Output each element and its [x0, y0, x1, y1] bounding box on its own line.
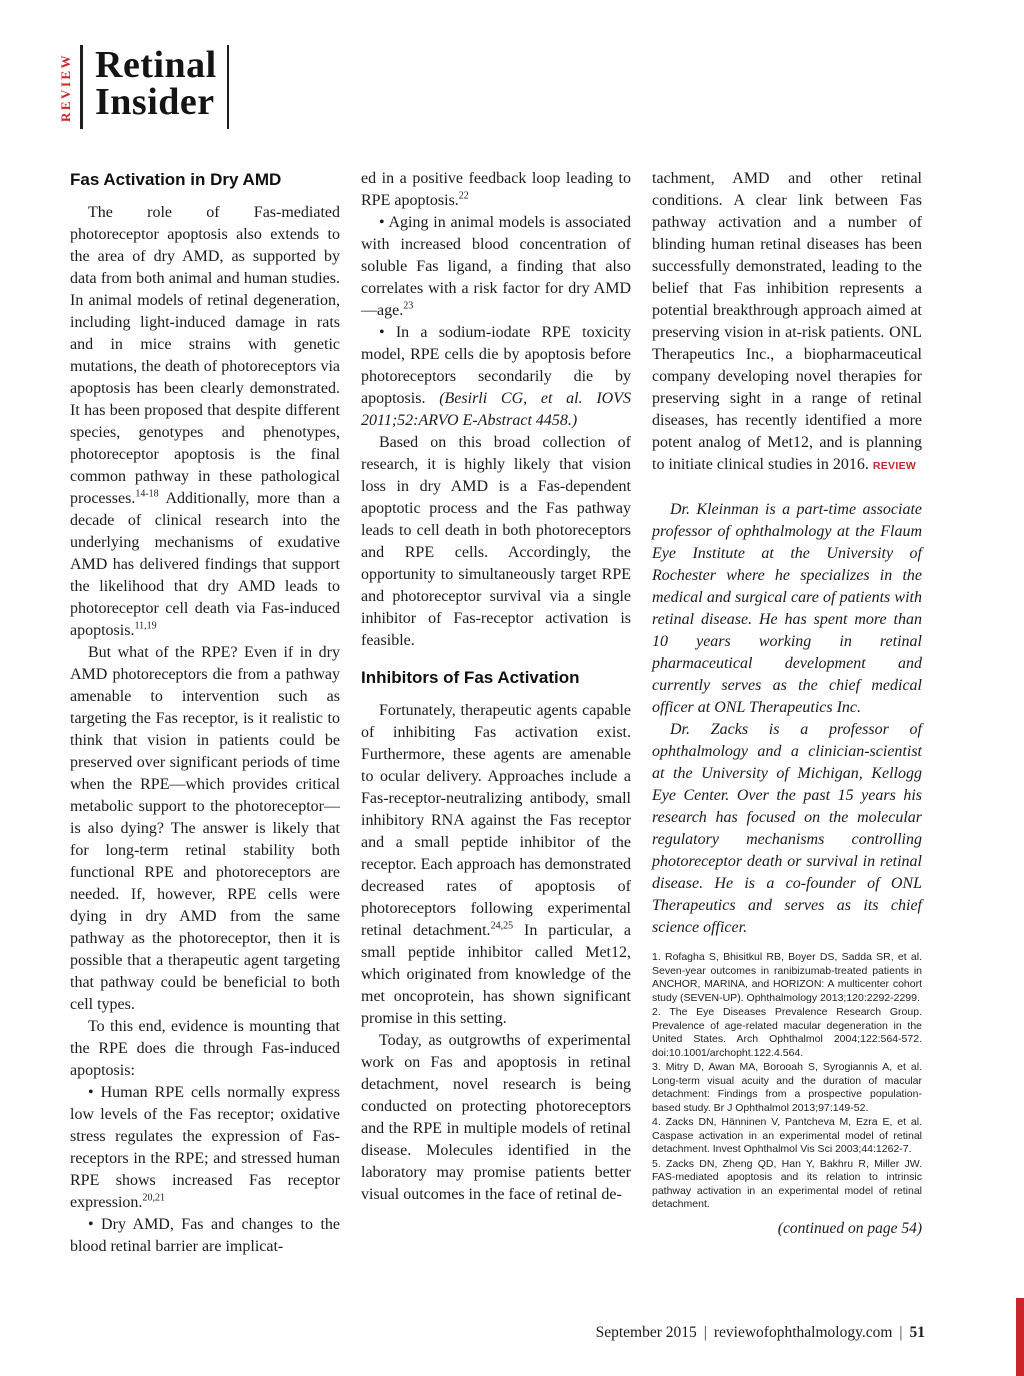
reference-superscript: 14-18 [135, 488, 159, 500]
heading-inhibitors-of-fas-activation [361, 668, 631, 688]
paragraph [70, 1016, 340, 1082]
page-edge-marker [1016, 1298, 1024, 1376]
paragraph [652, 719, 922, 939]
heading-fas-activation-in-dry-amd [70, 170, 340, 190]
review-end-mark: REVIEW [872, 460, 917, 472]
text-segment: • Human RPE cells normally express low levels of the Fas receptor; oxidative stress regulates the expression of Fas-receptors in the RPE; and stressed human RPE shows increased Fas receptor expression. [70, 1084, 340, 1211]
text-segment: 1. Rofagha S, Bhisitkul RB, Boyer DS, Sadda SR, et al. Seven-year outcomes in ranibizumab-treated patients in ANCHOR, MARINA, and HORIZON: A multicenter cohort study (SEVEN-UP). Ophthalmology 2013;120:2292-2299. [652, 951, 922, 1004]
text-segment: (continued on page 54) [777, 1219, 922, 1237]
masthead [58, 45, 229, 129]
footer-separator-2: | [899, 1324, 903, 1341]
article-body [70, 168, 922, 1258]
text-segment: 2. The Eye Diseases Prevalence Research Group. Prevalence of age-related macular degeneration in the United States. Arch Ophthalmol 2004;122:564-572. doi:10.1001/archopht.122.4.564. [652, 1006, 922, 1059]
text-segment: tachment, AMD and other retinal conditions. A clear link between Fas pathway activation and a number of blinding human retinal diseases has been successfully demonstrated, leading to the belief that Fas inhibition represents a potential breakthrough approach aimed at preserving vision in at-risk patients. ONL Therapeutics Inc., a biopharmaceutical company developing novel therapies for preserving sight in a range of retinal diseases, has recently identified a more potent analog of Met12, and is planning to initiate clinical studies in 2016. [652, 170, 922, 473]
paragraph [652, 1116, 922, 1157]
paragraph [652, 1061, 922, 1115]
article-column-3 [652, 168, 922, 1258]
text-segment: 4. Zacks DN, Hänninen V, Pantcheva M, Ezra E, et al. Caspase activation in an experimental model of retinal detachment. Invest Ophthalmol Vis Sci 2003;44:1262-7. [652, 1116, 922, 1155]
text-segment: • Dry AMD, Fas and changes to the blood retinal barrier are implicat- [70, 1216, 340, 1255]
footer-date: September 2015 [595, 1324, 697, 1341]
review-kicker-vertical: REVIEW [58, 52, 73, 122]
text-segment: Dr. Zacks is a professor of ophthalmology and a clinician-scientist at the University of Michigan, Kellogg Eye Center. Over the past 15 years his research has focused on the molecular regulatory mechanisms controlling photoreceptor death or survival in retinal disease. He is a co-founder of ONL Therapeutics and serves as its chief science officer. [652, 721, 922, 936]
text-segment: 5. Zacks DN, Zheng QD, Han Y, Bakhru R, Miller JW. FAS-mediated apoptosis and its relation to intrinsic pathway activation in an experimental model of retinal detachment. [652, 1157, 922, 1210]
article-column-1 [70, 168, 340, 1258]
paragraph [70, 1082, 340, 1214]
text-segment: Today, as outgrowths of experimental work on Fas and apoptosis in retinal detachment, novel research is being conducted on protecting photoreceptors and the RPE in multiple models of retinal disease. Molecules identified in the laboratory may promise patients better visual outcomes in the face of retinal de- [361, 1032, 631, 1203]
text-segment: Additionally, more than a decade of clinical research into the underlying mechanisms of exudative AMD has delivered findings that support the likelihood that dry AMD leads to photoreceptor cell death via Fas-induced apoptosis. [70, 490, 340, 639]
footer-website: reviewofophthalmology.com [713, 1324, 893, 1341]
paragraph [70, 1214, 340, 1258]
page-footer [596, 1324, 925, 1342]
reference-superscript: 11,19 [134, 620, 157, 632]
paragraph [652, 168, 922, 477]
paragraph [361, 212, 631, 322]
text-segment: But what of the RPE? Even if in dry AMD photoreceptors die from a pathway amenable to intervention such as targeting the Fas receptor, is it realistic to think that vision in patients could be preserved over significant periods of time when the RPE—which provides critical metabolic support to the photoreceptor—is also dying? The answer is likely that for long-term retinal stability both functional RPE and photoreceptors are needed. If, however, RPE cells were dying in dry AMD from the same pathway as the photoreceptor, then it is possible that a therapeutic agent targeting that pathway could be beneficial to both cell types. [70, 644, 340, 1013]
footer-separator-1: | [703, 1324, 707, 1341]
reference-superscript: 22 [458, 190, 469, 202]
paragraph [361, 168, 631, 212]
text-segment: Dr. Kleinman is a part-time associate professor of ophthalmology at the Flaum Eye Institute at the University of Rochester where he specializes in the medical and surgical care of patients with retinal disease. He has spent more than 10 years working in retinal pharmaceutical development and currently serves as the chief medical officer at ONL Therapeutics Inc. [652, 501, 922, 716]
text-segment: The role of Fas-mediated photoreceptor apoptosis also extends to the area of dry AMD, as supported by data from both animal and human studies. In animal models of retinal degeneration, including light-induced damage in rats and in mice strains with genetic mutations, the death of photoreceptors via apoptosis has been clearly demonstrated. It has been proposed that despite different species, genotypes and phenotypes, photoreceptor apoptosis is the final common pathway in these pathological processes. [70, 204, 340, 507]
text-segment: In particular, a small peptide inhibitor called Met12, which originated from knowledge of the met oncoprotein, has shown significant promise in this setting. [361, 922, 631, 1027]
text-segment: Based on this broad collection of research, it is highly likely that vision loss in dry AMD is a Fas-dependent apoptotic process and the Fas pathway leads to cell death in both photoreceptors and RPE cells. Accordingly, the opportunity to simultaneously target RPE and photoreceptor survival via a single inhibitor of Fas-receptor activation is feasible. [361, 434, 631, 649]
paragraph [70, 202, 340, 642]
paragraph [652, 1006, 922, 1060]
paragraph [652, 951, 922, 1005]
page-number: 51 [909, 1324, 925, 1341]
text-segment: Inhibitors of Fas Activation [361, 668, 580, 687]
text-segment: Fortunately, therapeutic agents capable of inhibiting Fas activation exist. Furthermore, these agents are amenable to ocular delivery. Approaches include a Fas-receptor-neutralizing antibody, small inhibitory RNA against the Fas receptor and a small peptide inhibitor of the receptor. Each approach has demonstrated decreased rates of apoptosis of photoreceptors following experimental retinal detachment. [361, 702, 631, 939]
text-segment: To this end, evidence is mounting that the RPE does die through Fas-induced apoptosis: [70, 1018, 340, 1079]
reference-superscript: 23 [403, 300, 414, 312]
paragraph [361, 1030, 631, 1206]
reference-superscript: 24,25 [490, 920, 514, 932]
text-segment: 3. Mitry D, Awan MA, Borooah S, Syrogiannis A, et al. Long-term visual acuity and the duration of macular detachment: Findings from a prospective population-based study. Br J Ophthalmol 2013;97:149-52. [652, 1061, 922, 1114]
text-segment: Fas Activation in Dry AMD [70, 170, 282, 189]
paragraph [361, 432, 631, 652]
paragraph [652, 1218, 922, 1240]
reference-superscript: 20,21 [142, 1192, 165, 1204]
text-segment: • In a sodium-iodate RPE toxicity model, RPE cells die by apoptosis before photoreceptors secondarily die by apoptosis. [361, 324, 631, 407]
paragraph [652, 499, 922, 719]
paragraph [361, 700, 631, 1030]
article-column-2 [361, 168, 631, 1258]
text-segment: • Aging in animal models is associated with increased blood concentration of soluble Fas ligand, a finding that also correlates with a risk factor for dry AMD—age. [361, 214, 631, 319]
paragraph [361, 322, 631, 432]
magazine-title [83, 45, 227, 129]
magazine-title-line2: Insider [95, 81, 215, 123]
text-segment: ed in a positive feedback loop leading to RPE apoptosis. [361, 170, 631, 209]
text-segment: (Besirli CG, et al. IOVS 2011;52:ARVO E-Abstract 4458.) [361, 390, 631, 429]
masthead-rule-right [227, 45, 229, 129]
magazine-title-line1: Retinal [95, 44, 217, 86]
paragraph [652, 1158, 922, 1212]
paragraph [70, 642, 340, 1016]
